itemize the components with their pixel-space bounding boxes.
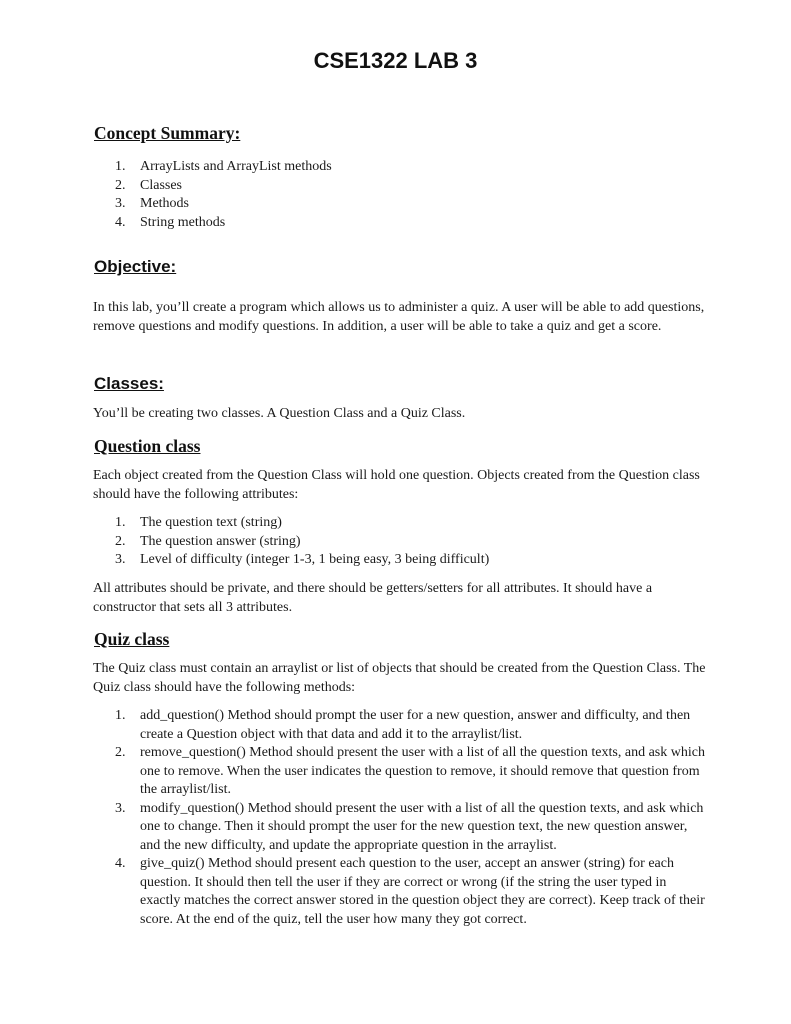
classes-paragraph: You’ll be creating two classes. A Question Class and a Quiz Class. <box>93 406 466 421</box>
list-item-text: The question text (string) <box>140 515 282 530</box>
list-item-number: 4. <box>115 214 126 230</box>
list-item <box>115 744 705 800</box>
question-class-intro: Each object created from the Question Class will hold one question. Objects created from the Question class should have the following attributes: <box>93 468 700 502</box>
question-class-outro: All attributes should be private, and there should be getters/setters for all attributes. It should have a constructor that sets all 3 attributes. <box>93 581 653 615</box>
list-item-number: 2. <box>115 745 126 760</box>
question-class-heading: Question class <box>94 436 201 456</box>
list-item-text: ArrayLists and ArrayList methods <box>140 159 332 174</box>
list-item-number: 3. <box>115 552 126 567</box>
list-item-text: add_question() Method should prompt the user for a new question, answer and difficulty, and then create a Question object with that data and add it to the arraylist/list. <box>140 708 691 742</box>
list-item-number: 1. <box>115 159 126 174</box>
quiz-class-heading: Quiz class <box>94 629 170 649</box>
list-item-text: Methods <box>140 196 189 211</box>
quiz-class-intro: The Quiz class must contain an arraylist or list of objects that should be created from the Question Class. The Quiz class should have the following methods: <box>93 661 706 695</box>
list-item-number: 1. <box>115 708 126 723</box>
list-item <box>115 177 705 196</box>
objective-heading: Objective: <box>94 257 177 276</box>
list-item-number: 1. <box>115 515 126 530</box>
objective-paragraph: In this lab, you’ll create a program which allows us to administer a quiz. A user will be able to add questions, remove questions and modify questions. In addition, a user will be able to take a quiz and get a score. <box>93 300 705 334</box>
list-item-text: remove_question() Method should present the user with a list of all the question texts, and ask which one to remove. When the user indicates the question to remove, it should remove that question from the arraylist/list. <box>140 745 705 797</box>
list-item <box>115 800 705 856</box>
concept-summary-heading: Concept Summary: <box>94 123 241 143</box>
list-item <box>115 855 705 929</box>
question-attributes-list <box>115 514 705 570</box>
list-item <box>115 214 705 233</box>
list-item-text: Classes <box>140 177 182 193</box>
list-item <box>115 551 705 570</box>
list-item <box>115 707 705 744</box>
concept-summary-list <box>115 158 705 232</box>
list-item <box>115 533 705 552</box>
list-item-number: 3. <box>115 196 126 211</box>
quiz-methods-list <box>115 707 705 929</box>
list-item <box>115 158 705 177</box>
page-title: CSE1322 LAB 3 <box>313 48 478 73</box>
list-item <box>115 514 705 533</box>
list-item-number: 4. <box>115 856 126 871</box>
list-item-text: Level of difficulty (integer 1-3, 1 being easy, 3 being difficult) <box>140 552 490 567</box>
list-item-text: String methods <box>140 214 226 230</box>
list-item-number: 2. <box>115 533 126 549</box>
list-item-text: give_quiz() Method should present each question to the user, accept an answer (string) for each question. It should then tell the user if they are correct or wrong (if the string the user typed in exactly matches the correct answer stored in the question object they are correct). Keep track of their score. At the end of the quiz, tell the user how many they got correct. <box>140 856 705 927</box>
list-item <box>115 195 705 214</box>
list-item-number: 3. <box>115 800 126 816</box>
list-item-text: The question answer (string) <box>140 533 301 549</box>
list-item-text: modify_question() Method should present the user with a list of all the question texts, and ask which one to change. Then it should prompt the user for the new question text, the new question answer, and the new difficulty, and update the appropriate question in the arraylist. <box>140 800 704 853</box>
classes-heading: Classes: <box>94 374 164 393</box>
list-item-number: 2. <box>115 177 126 193</box>
